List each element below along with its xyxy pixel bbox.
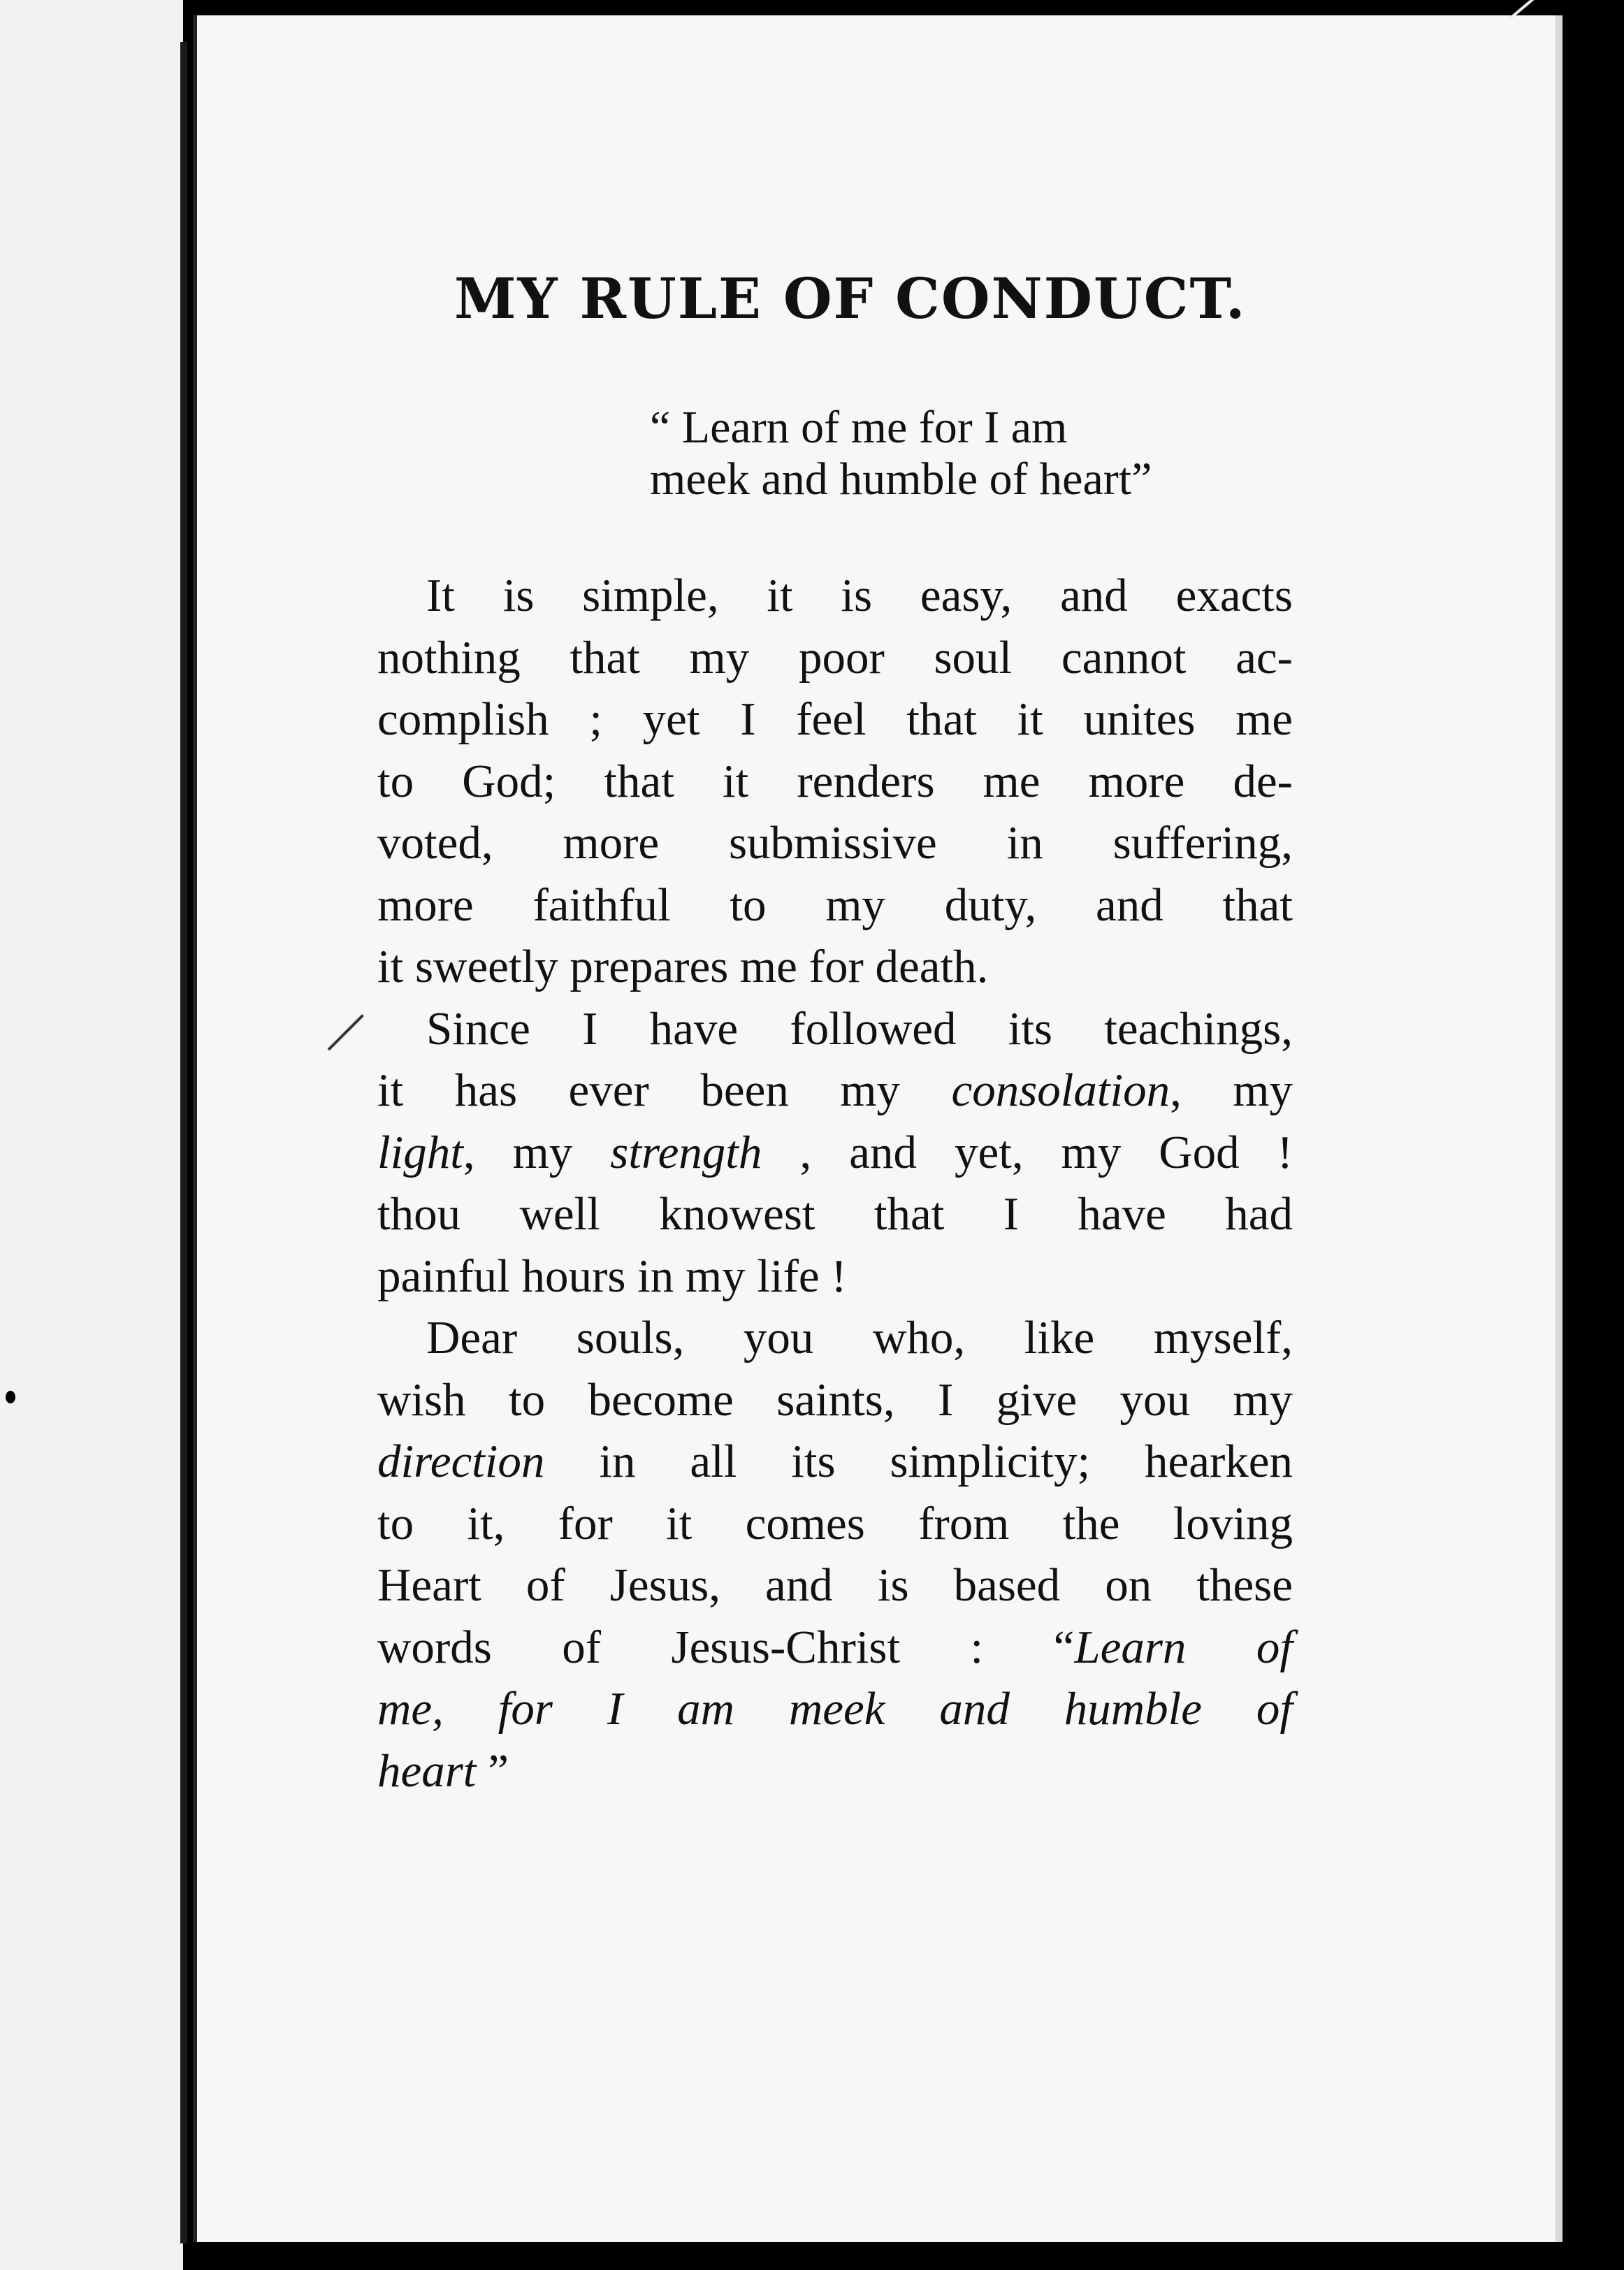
text-run: ” <box>476 1744 509 1797</box>
text-line: It is simple, it is easy, and exacts <box>426 570 1293 621</box>
text-line: voted, more submissive in suffering, <box>377 817 1293 869</box>
epigraph-line: “ Learn of me for I am <box>650 402 1068 453</box>
text-run: words of Jesus-Christ : “ <box>377 1621 1075 1673</box>
book-gutter <box>180 42 187 2243</box>
italic-run: Learn of <box>1074 1621 1293 1673</box>
text-line: Heart of Jesus, and is based on these <box>377 1559 1293 1611</box>
text-line <box>377 1740 1293 1802</box>
text-run: , and yet, my God ! <box>762 1126 1293 1178</box>
text-line: wish to become saints, I give you my <box>377 1373 1293 1426</box>
body-text <box>377 565 1293 1802</box>
italic-run: strength <box>610 1126 762 1178</box>
adjacent-page-edge <box>0 0 183 2270</box>
text-line <box>377 1678 1293 1740</box>
italic-run: consolation <box>951 1064 1170 1116</box>
text-run: in all its simplicity; hearken <box>544 1436 1293 1487</box>
text-line <box>377 1617 1293 1679</box>
page-right-edge <box>1556 15 1563 2242</box>
text-line <box>377 1060 1293 1122</box>
text-run: it has ever been my <box>377 1064 900 1116</box>
text-line: painful hours in my life ! <box>377 1250 847 1302</box>
epigraph-line: meek and humble of heart” <box>650 454 1152 505</box>
text-line: more faithful to my duty, and that <box>377 879 1293 931</box>
text-line: nothing that my poor soul cannot ac- <box>377 631 1293 684</box>
text-line: to God; that it renders me more de- <box>377 755 1293 807</box>
italic-run: direction <box>377 1436 545 1487</box>
text-line: Dear souls, you who, like myself, <box>426 1312 1293 1364</box>
page-title: MY RULE OF CONDUCT. <box>454 266 1247 331</box>
text-line: thou well knowest that I have had <box>377 1188 1293 1240</box>
text-line <box>377 1122 1293 1184</box>
epigraph-quote <box>650 402 1293 505</box>
text-line: it sweetly prepares me for death. <box>377 941 989 992</box>
text-line <box>377 1431 1293 1493</box>
italic-run: heart <box>377 1744 477 1797</box>
text-line: complish ; yet I feel that it unites me <box>377 693 1293 745</box>
text-run: , my <box>463 1126 573 1178</box>
text-line: to it, for it comes from the loving <box>377 1497 1293 1549</box>
ink-speck <box>6 1391 15 1403</box>
italic-run: me, for I am meek and humble of <box>377 1683 1293 1735</box>
text-line: Since I have followed its teachings, <box>426 1002 1293 1055</box>
text-run: , my <box>1170 1064 1293 1116</box>
italic-run: light <box>377 1126 463 1178</box>
